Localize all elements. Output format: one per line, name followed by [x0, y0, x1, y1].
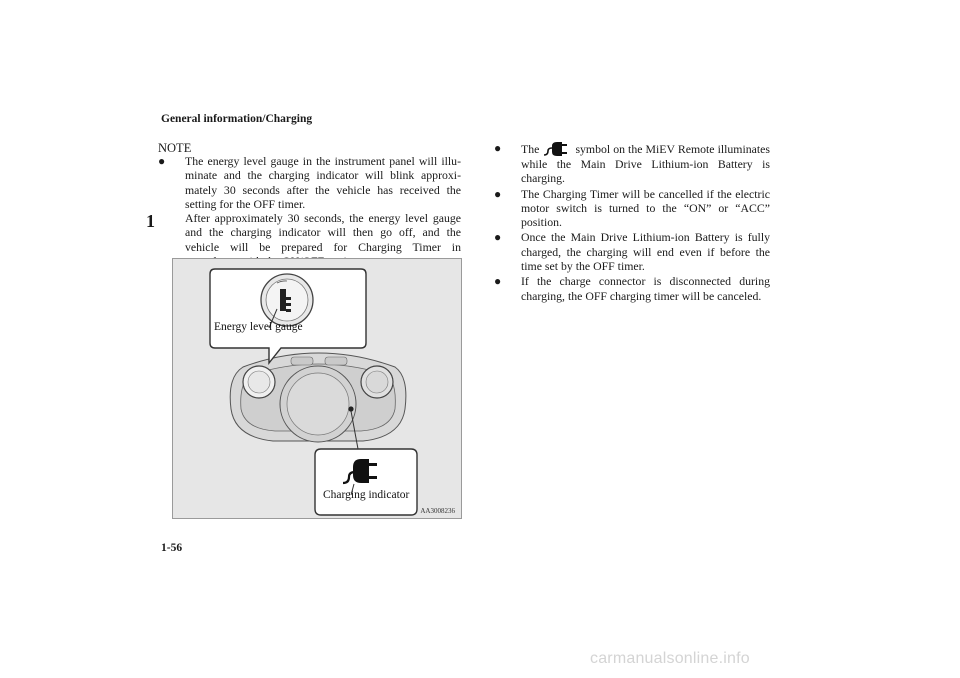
- bullet-dot: ●: [494, 141, 502, 155]
- bullet-dot: ●: [494, 274, 502, 289]
- charging-indicator-label: Charging indicator: [323, 489, 410, 501]
- note-bullet: [158, 154, 461, 268]
- right-bullet-1-post: symbol on the MiEV Remote illuminates while the Main Drive Lithium-ion Battery is charging.: [521, 142, 770, 186]
- instrument-panel-figure: [172, 258, 462, 519]
- right-bullet-2-text: The Charging Timer will be cancelled if the electric motor switch is turned to the “ON” or “ACC” position.: [521, 186, 770, 230]
- charging-plug-icon: [542, 141, 572, 157]
- instrument-panel-illustration: [173, 259, 463, 520]
- right-bullet-3-text: Once the Main Drive Lithium-ion Battery is fully charged, the charging will end even if before the time set by the OFF timer.: [521, 230, 770, 274]
- right-bullet: [494, 141, 770, 186]
- bullet-dot: ●: [494, 186, 502, 201]
- note-bullet-text: The energy level gauge in the instrument panel will illu-minate and the charging indicator will blink approxi-mately 30 seconds after the vehicle has received the setting for the OFF timer.: [185, 154, 461, 211]
- right-bullet-1-pre: The: [521, 142, 540, 156]
- energy-gauge-label: Energy level gauge: [214, 321, 303, 333]
- bullet-dot: ●: [158, 154, 166, 168]
- bullet-dot: ●: [494, 230, 502, 245]
- right-bullet-4-text: If the charge connector is disconnected during charging, the OFF charging timer will be canceled.: [521, 274, 770, 303]
- right-bullet: [494, 186, 770, 230]
- left-column: [158, 154, 461, 269]
- watermark: carmanualsonline.info: [590, 650, 750, 667]
- page-header: General information/Charging: [161, 113, 313, 125]
- page-number: 1-56: [161, 542, 183, 554]
- figure-code: AA3008236: [420, 507, 455, 515]
- note-bullet-continuation: After approximately 30 seconds, the energy level gauge and the charging indicator will then go off, and the vehicle will be prepared for Charging Timer in: [185, 211, 461, 254]
- chapter-tab: 1: [146, 211, 155, 231]
- right-bullet: [494, 274, 770, 303]
- right-bullet: [494, 230, 770, 274]
- right-column: [494, 141, 770, 304]
- note-label: NOTE: [158, 141, 192, 155]
